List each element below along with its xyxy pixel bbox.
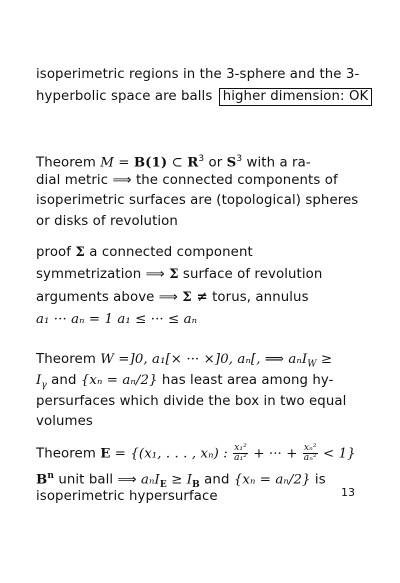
- proof-sigma-neq: Σ ≠: [182, 290, 208, 305]
- proof-line-2: [36, 266, 322, 284]
- proof-text-3c: torus, annulus: [207, 290, 309, 305]
- theorem2-text-2: has least area among hy-: [157, 373, 334, 388]
- theorem1-s-exp: 3: [236, 154, 243, 164]
- theorem3-label: Theorem: [36, 446, 101, 462]
- theorem3-e-sub: E: [159, 480, 167, 491]
- proof-label: proof: [36, 245, 76, 260]
- theorem3-frac-1: [233, 444, 248, 463]
- theorem3-line-3: [36, 488, 218, 506]
- theorem1-or: or: [204, 155, 227, 171]
- theorem1-symbol-m: M: [100, 155, 114, 171]
- theorem1-r: R: [187, 155, 199, 171]
- theorem1-r-exp: 3: [198, 154, 205, 164]
- theorem2-hyperplane: {xₙ = aₙ/2}: [80, 373, 158, 388]
- theorem2-and: and: [46, 373, 81, 388]
- theorem1-line-1: [36, 150, 311, 172]
- higher-dimension-box: higher dimension: OK: [219, 88, 373, 106]
- proof-sigma: Σ: [75, 245, 85, 260]
- intro-text-1: isoperimetric regions in the 3-sphere and the 3-: [36, 67, 360, 82]
- theorem3-b-sub: B: [192, 480, 200, 491]
- theorem2-i: I: [36, 373, 42, 388]
- intro-line-1: [36, 66, 359, 84]
- frac2-num: xₙ²: [303, 443, 317, 453]
- theorem2-line-4: [36, 413, 93, 431]
- theorem1-line-3: [36, 192, 358, 210]
- theorem3-plus: + ··· +: [249, 446, 302, 462]
- proof-line-3: [36, 289, 309, 307]
- theorem2-line-1: [36, 351, 332, 374]
- theorem3-b: B: [36, 472, 48, 488]
- theorem3-ani: aₙI: [141, 472, 160, 488]
- theorem1-text-2: dial metric ⟹ the connected components of: [36, 173, 338, 188]
- proof-text-1: a connected component: [84, 245, 253, 260]
- theorem3-and: and: [199, 472, 234, 488]
- theorem2-gamma: γ: [41, 380, 47, 391]
- theorem1-line-4: [36, 213, 178, 231]
- frac1-den: a₁²: [234, 453, 247, 463]
- frac2-den: aₙ²: [303, 453, 317, 463]
- theorem1-subset: ⊂: [167, 155, 188, 171]
- theorem3-b-exp: n: [47, 471, 54, 481]
- theorem3-set-close: < 1}: [318, 446, 356, 462]
- theorem3-set-open: = {(x₁, . . . , xₙ) :: [110, 446, 233, 462]
- proof-line-4: [36, 311, 197, 329]
- page-number: 13: [341, 486, 355, 499]
- intro-text-2: hyperbolic space are balls: [36, 89, 213, 104]
- theorem1-label: Theorem: [36, 155, 96, 171]
- theorem2-w-sub: W: [307, 359, 317, 370]
- theorem2-text-3: persurfaces which divide the box in two equal: [36, 394, 347, 409]
- proof-sigma-2: Σ: [169, 267, 179, 282]
- theorem3-unit-ball: unit ball ⟹: [54, 472, 142, 488]
- theorem1-eq: =: [113, 155, 134, 171]
- proof-line-1: [36, 244, 253, 262]
- theorem3-hyperplane: {xₙ = aₙ/2}: [233, 472, 311, 488]
- theorem1-tail: with a ra-: [242, 155, 311, 171]
- theorem3-text-3: isoperimetric hypersurface: [36, 489, 218, 504]
- theorem1-ball: B(1): [133, 155, 168, 171]
- theorem3-line-1: [36, 444, 356, 464]
- theorem2-box: =]0, a₁[× ··· ×]0, aₙ[, ⟹ aₙI: [113, 352, 308, 367]
- theorem2-geq: ≥: [316, 352, 333, 367]
- proof-text-2c: surface of revolution: [178, 267, 323, 282]
- theorem3-i: I: [186, 472, 193, 488]
- theorem2-label: Theorem: [36, 352, 101, 367]
- theorem1-s: S: [226, 155, 237, 171]
- theorem2-text-4: volumes: [36, 414, 93, 429]
- frac1-num: x₁²: [234, 443, 247, 453]
- proof-text-4: a₁ ··· aₙ = 1 a₁ ≤ ··· ≤ aₙ: [36, 312, 198, 327]
- theorem1-text-4: or disks of revolution: [36, 214, 178, 229]
- theorem1-text-3: isoperimetric surfaces are (topological) spheres: [36, 193, 359, 208]
- theorem2-line-2: [36, 372, 334, 395]
- proof-text-2a: symmetrization ⟹: [36, 267, 170, 282]
- theorem3-e: E: [100, 446, 111, 462]
- intro-line-2: [36, 88, 372, 106]
- proof-text-3a: arguments above ⟹: [36, 290, 183, 305]
- theorem1-line-2: [36, 172, 338, 190]
- theorem2-w: W: [100, 352, 114, 367]
- theorem3-frac-2: [303, 444, 318, 463]
- theorem2-line-3: [36, 393, 346, 411]
- theorem3-is: is: [310, 472, 326, 488]
- theorem3-geq: ≥: [166, 472, 187, 488]
